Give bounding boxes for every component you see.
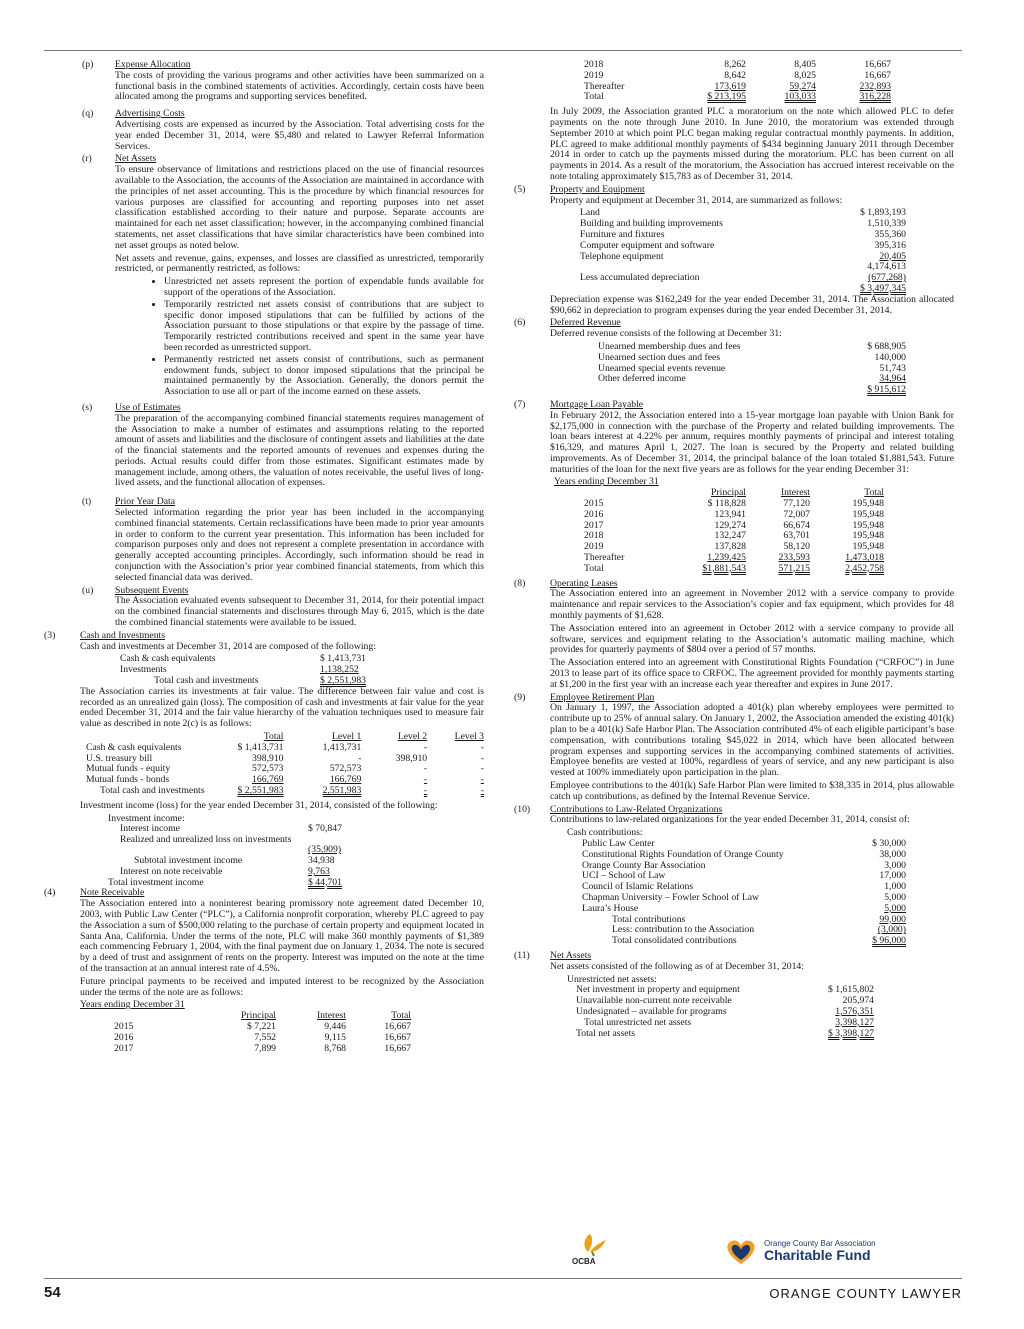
publication-name: ORANGE COUNTY LAWYER (769, 1286, 962, 1301)
section-p (44, 60, 484, 103)
row-label: Constitutional Rights Foundation of Orange County (582, 848, 784, 860)
row-value: 5,000 (884, 902, 906, 914)
row-value: 355,360 (874, 228, 906, 240)
row-label: Interest on note receivable (120, 865, 223, 877)
row-label: 2016 (114, 1031, 134, 1043)
row-value: 1,576,351 (835, 1005, 874, 1017)
row-label: Less: contribution to the Association (612, 924, 755, 936)
cell: - (423, 741, 428, 753)
fair-value-table (44, 732, 484, 797)
section-title: Note Receivable (80, 887, 145, 899)
section-body: Net assets and revenue, gains, expenses, and losses are classified as unrestricted, temporarily restricted, or permanently restricted, as follows: (115, 252, 484, 275)
row-value: 395,316 (874, 239, 906, 251)
section-title: Employee Retirement Plan (550, 691, 655, 703)
section-body: The Association entered into an agreement with Constitutional Rights Foundation (“CRFOC”) in June 2013 to lease part of its office space to CRFOC. The agreement provided for monthly payments starting at $1,200 in the first year with an increase each year thereafter and expires in June 2017. (550, 657, 954, 690)
section-body: Advertising costs are expensed as incurred by the Association. Total advertising costs for the year ended December 31, 2014, were $5,480 and related to Lawyer Referral Information Services. (115, 118, 484, 152)
ocba-logo-text: OCBA (572, 1257, 596, 1266)
section-title: Cash and Investments (80, 629, 166, 641)
row-label: 2017 (114, 1042, 134, 1054)
row-value: $ 915,612 (867, 384, 906, 396)
cell: $ 118,828 (707, 498, 746, 510)
row-label: 2018 (584, 530, 604, 542)
table-header (584, 488, 954, 499)
row-value: $ 44,701 (308, 876, 342, 888)
section-body: The Association entered into an agreement in October 2012 with a service company to provide all software, services and equipment relating to the Association’s automatic mailing machine, which provides for quarterly payments of $804 over a period of 57 months. (550, 622, 954, 656)
table-row (114, 1044, 484, 1055)
cell: 398,910 (395, 752, 428, 764)
row-value: 5,000 (884, 891, 906, 903)
list-item: • Permanently restricted net assets consist of contributions, such as permanent endowment funds, subject to donor imposed stipulations that the principal be maintained permanently by the Association. Generally, the donors permit the Association to use all or part of the income earned on these assets. (164, 355, 484, 398)
cell: 59,274 (789, 80, 816, 92)
section-body: The Association entered into an agreement in November 2012 with a service company to provide maintenance and repair services to the Association’s copier and fax equipment, which provides for 48 monthly payments of $1,628. (550, 588, 954, 622)
row-value: $ 3,398,127 (827, 1027, 874, 1039)
cell: - (480, 741, 484, 753)
section-marker: (9) (514, 691, 526, 703)
note-3 (44, 631, 484, 889)
left-column (44, 60, 484, 1054)
row-label: Net investment in property and equipment (576, 984, 740, 996)
col-header: Principal (241, 1010, 276, 1022)
table-row (584, 564, 954, 575)
row-value: 1,000 (884, 881, 906, 893)
note-6 (514, 318, 954, 396)
cell: - (480, 774, 484, 786)
investment-income-table (44, 814, 484, 889)
table-row (584, 521, 954, 532)
cell: 16,667 (384, 1031, 411, 1043)
bullet-list (44, 277, 484, 398)
row-value: 17,000 (879, 870, 906, 882)
cell: 9,115 (324, 1031, 346, 1043)
row-label: Investments (120, 664, 167, 676)
section-body: In July 2009, the Association granted PLC a moratorium on the note which allowed PLC to defer payments on the note through June 2010. In June 2010, the moratorium was extended through September 2010 at which point PLC began making regular contractual monthly payments. In addition, PLC agreed to make additional monthly payments of $434 beginning January 2011 through December 2014 in order to catch up the payments missed during the moratorium. PLC has been current on all payments in 2014. As a result of the moratorium, the Association has accrued interest receivable on the note totaling approximately $15,783 as of December 31, 2014. (550, 106, 954, 182)
row-label: Total cash and investments (100, 785, 205, 796)
cell: $ 7,221 (246, 1020, 276, 1032)
section-marker: (s) (82, 401, 93, 413)
cell: 1,413,731 (322, 741, 362, 753)
row-label: Total net assets (576, 1027, 636, 1039)
row-label: 2015 (114, 1020, 134, 1032)
note-payments-table-cont (514, 60, 954, 103)
cell: 16,667 (384, 1042, 411, 1054)
section-marker: (u) (82, 584, 94, 596)
row-label: Council of Islamic Relations (582, 881, 694, 893)
row-label: Telephone equipment (580, 250, 664, 262)
cell: 123,941 (714, 508, 746, 520)
row-label: Total investment income (108, 876, 204, 888)
cell: 571,215 (778, 562, 810, 574)
row-label: Subtotal investment income (134, 854, 243, 866)
section-title: Deferred Revenue (550, 317, 621, 329)
section-body: On January 1, 1997, the Association adopted a 401(k) plan whereby employees were permitted to contribute up to 25% of annual salary. On January 1, 2002, the Association amended the existing 401(k) plan to be a 401(k) Safe Harbor Plan. The Association contributed 4% of each eligible participant’s base compensation, with contributions totaling $45,022 in 2014, which have been allocated between program expenses and supporting services in the accompanying combined statements of activities. Employee benefits are vested at 100%, regardless of years of service, and any new participant is also vested at 100% immediately upon participation in the plan. (550, 702, 954, 779)
cell: $ 213,195 (707, 91, 746, 103)
row-value: 51,743 (879, 362, 906, 374)
cell: 195,948 (852, 498, 884, 510)
section-body: The Association carries its investments at fair value. The difference between fair value and cost is recorded as an unrealized gain (loss). The composition of cash and investments at fair value for the year ended December 31, 2014 and the fair value hierarchy of the valuation techniques used to measure fair value as described in note 2(c) is as follows: (80, 685, 484, 730)
row-value: 140,000 (874, 351, 906, 363)
table-row (584, 499, 954, 510)
section-body: Property and equipment at December 31, 2014, are summarized as follows: (550, 194, 843, 206)
right-column (514, 60, 954, 1039)
section-body: Investment income (loss) for the year ended December 31, 2014, consisted of the following: (80, 799, 438, 811)
row-label: Unearned special events revenue (598, 362, 726, 374)
cell: - (480, 785, 484, 796)
cell: 195,948 (852, 530, 884, 542)
cell: 103,033 (784, 91, 816, 103)
row-label: UCI – School of Law (582, 870, 666, 882)
cell: 16,667 (384, 1020, 411, 1032)
table-row (114, 1022, 484, 1033)
row-value: 3,398,127 (835, 1016, 874, 1028)
cell: $ 2,551,983 (237, 785, 284, 796)
cell: 63,701 (783, 530, 810, 542)
section-body: Employee contributions to the 401(k) Safe Harbor Plan were limited to $38,335 in 2014, plus allowable catch up contributions, as defined by the Internal Revenue Service. (550, 780, 954, 802)
section-marker: (6) (514, 317, 526, 329)
row-value: $ 1,413,731 (320, 653, 367, 665)
fund-logo-text: Charitable Fund (764, 1247, 871, 1263)
cell: $1,881,543 (702, 562, 746, 574)
row-label: Land (580, 207, 600, 219)
row-label: Total unrestricted net assets (584, 1016, 692, 1028)
row-value: 9,763 (308, 865, 330, 877)
row-label: Realized and unrealized loss on investments (120, 834, 292, 846)
row-value: 4,174,613 (867, 261, 906, 273)
section-marker: (4) (44, 887, 56, 899)
row-label: Unearned membership dues and fees (598, 340, 741, 352)
cell: 7,552 (254, 1031, 276, 1043)
col-header: Total (391, 1010, 411, 1022)
row-value: $ 2,551,983 (320, 675, 367, 687)
section-title: Contributions to Law-Related Organizations (550, 803, 723, 815)
row-label: Thereafter (584, 80, 625, 92)
cell: 8,405 (794, 59, 816, 70)
cell: 7,899 (254, 1042, 276, 1054)
cell: 8,768 (324, 1042, 346, 1054)
property-table (514, 208, 954, 294)
cell: 16,667 (864, 59, 891, 70)
row-label: Total contributions (612, 913, 686, 925)
row-value: (35,909) (308, 844, 342, 856)
row-label: Thereafter (584, 552, 625, 564)
cell: 166,769 (329, 774, 362, 786)
cell: 232,893 (859, 80, 891, 92)
note-8 (514, 579, 954, 691)
cell: 16,667 (864, 69, 891, 81)
row-value: 1,138,252 (320, 664, 359, 676)
cell: 58,120 (783, 541, 810, 553)
section-marker: (11) (514, 949, 530, 961)
row-label: Unearned section dues and fees (598, 351, 721, 363)
deferred-revenue-table (514, 342, 954, 396)
section-body: The costs of providing the various programs and other activities have been summarized on a functional basis in the combined statements of activities. Accordingly, certain costs have been allocated among the programs and supporting services benefited. (115, 69, 484, 103)
cell: 137,828 (714, 541, 746, 553)
cell: 398,910 (252, 752, 284, 764)
cell: - (423, 785, 428, 796)
row-value: $ 70,847 (308, 823, 342, 835)
row-label: Mutual funds - equity (86, 763, 171, 775)
table-row (584, 510, 954, 521)
section-title: Net Assets (115, 153, 157, 165)
table-row (86, 743, 484, 754)
table-row (584, 71, 954, 82)
row-value: 20,405 (879, 250, 906, 262)
section-marker: (r) (82, 153, 92, 165)
section-marker: (10) (514, 803, 531, 815)
page-number: 54 (44, 1284, 61, 1301)
cell: 132,247 (714, 530, 746, 542)
top-rule (44, 50, 962, 51)
section-title: Use of Estimates (115, 401, 181, 413)
row-value: 99,000 (879, 913, 906, 925)
row-label: Laura’s House (582, 902, 639, 914)
cell: 8,025 (794, 69, 816, 81)
row-value: $ 1,893,193 (859, 207, 906, 219)
cell: 8,262 (724, 59, 746, 70)
cell: 8,642 (724, 69, 746, 81)
list-item: • Temporarily restricted net assets consist of contributions that are subject to specific donor imposed stipulations that can be fulfilled by actions of the Association pursuant to those stipulations or that expire by the passage of time. Temporarily restricted contributions received and spent in the same year have been recorded as unrestricted support. (164, 300, 484, 354)
row-label: 2019 (584, 69, 604, 81)
section-body: Contributions to law-related organizations for the year ended December 31, 2014, consist of: (550, 814, 910, 826)
cell: - (480, 752, 484, 764)
years-header: Years ending December 31 (80, 999, 185, 1011)
section-title: Property and Equipment (550, 183, 645, 195)
row-value: $ 3,497,345 (859, 282, 906, 294)
row-label: Building and building improvements (580, 218, 723, 230)
row-value: (677,268) (868, 272, 906, 284)
cell: 233,593 (778, 552, 810, 564)
row-label: Less accumulated depreciation (580, 272, 700, 284)
cell: 2,452,758 (845, 562, 884, 574)
cell: 195,948 (852, 508, 884, 520)
row-label: 2017 (584, 519, 604, 531)
row-label: 2019 (584, 541, 604, 553)
row-label: 2015 (584, 498, 604, 510)
cell: 1,473,018 (845, 552, 884, 564)
cell: 9,446 (324, 1020, 346, 1032)
row-value: 1,510,339 (867, 218, 906, 230)
row-label: Total (584, 562, 604, 574)
row-label: Undesignated – available for programs (576, 1005, 727, 1017)
section-title: Advertising Costs (115, 108, 185, 120)
row-label: Chapman University – Fowler School of Law (582, 891, 760, 903)
row-label: Interest income (120, 823, 180, 835)
cell: 1,239,425 (707, 552, 746, 564)
cell: - (423, 774, 428, 786)
cell: 2,551,983 (322, 785, 362, 796)
section-marker: (8) (514, 577, 526, 589)
note-7 (514, 400, 954, 575)
row-value: 34,938 (308, 854, 335, 866)
note-payments-table (44, 1011, 484, 1054)
cell: $ 1,413,731 (237, 741, 284, 753)
section-marker: (3) (44, 629, 56, 641)
section-body: The preparation of the accompanying combined financial statements requires management of the Association to make a number of estimates and assumptions relating to the reported amount of assets and liabilities and the disclosure of contingent assets and liabilities at the date of the financial statements and the reported amounts of revenues and expenses during the periods. Actual results could differ from those estimates. Significant estimates made by management include, among others, the valuation of notes receivable, the useful lives of long-lived assets, and the functional allocation of expenses. (115, 412, 484, 489)
row-label: Orange County Bar Association (582, 859, 706, 871)
cell: 572,573 (252, 763, 284, 775)
row-label: Unavailable non-current note receivable (576, 995, 732, 1007)
col-header: Total (263, 731, 284, 743)
row-label: U.S. treasury bill (86, 752, 153, 764)
section-title: Prior Year Data (115, 496, 175, 508)
subheading: Cash contributions: (567, 827, 643, 839)
section-marker: (t) (82, 496, 92, 508)
row-value: 38,000 (879, 848, 906, 860)
cell: - (423, 763, 428, 775)
table-row (584, 542, 954, 553)
cash-summary-table (44, 654, 484, 686)
note-11 (514, 951, 954, 1039)
cell: 129,274 (714, 519, 746, 531)
cell: - (358, 752, 362, 764)
table-row (584, 92, 954, 103)
row-label: Other deferred income (598, 373, 686, 385)
section-marker: (7) (514, 398, 526, 410)
section-t (44, 497, 484, 583)
section-title: Expense Allocation (115, 59, 191, 70)
charitable-fund-logo (722, 1238, 882, 1266)
col-header: Interest (316, 1010, 346, 1022)
row-label: Cash & cash equivalents (86, 741, 182, 753)
section-body: Selected information regarding the prior year has been included in the accompanying combined financial statements. Certain reclassifications have been made to prior year amounts in order to conform to the current year presentation. This information has been included for comparison purposes only and does not represent a complete presentation in accordance with generally accepted accounting principles. Accordingly, such information should be read in conjunction with the Association’s prior year combined financial statements, from which this selected financial data was derived. (115, 507, 484, 583)
table-row (584, 531, 954, 542)
cell: 173,619 (714, 80, 746, 92)
row-label: 2018 (584, 59, 604, 70)
cell: 72,007 (783, 508, 810, 520)
row-value: $ 1,615,802 (827, 984, 874, 996)
table-header (114, 1011, 484, 1022)
cell: 316,228 (859, 91, 891, 103)
row-label: Total consolidated contributions (612, 935, 737, 947)
cell: 66,674 (783, 519, 810, 531)
section-marker: (5) (514, 183, 526, 195)
section-title: Net Assets (550, 949, 592, 961)
note-9 (514, 693, 954, 803)
row-label: Investment income: (108, 812, 185, 824)
cell: 572,573 (329, 763, 362, 775)
years-header: Years ending December 31 (554, 476, 659, 488)
row-value: 34,964 (879, 373, 906, 385)
row-label: Public Law Center (582, 837, 655, 849)
section-body: The Association entered into a noninterest bearing promissory note agreement dated December 10, 2003, with Public Law Center (“PLC”), a California nonprofit corporation, whereby PLC agreed to pay the Association a sum of $500,000 relating to the purchase of certain property and equipment located in Santa Ana, California. Under the terms of the note, PLC will make 360 monthly payments of $1,389 each commencing February 1, 2004, with the final payment due on January 1, 2034. The note is secured by a deed of trust and assignment of rents on the property. Interest was imputed on the note at the time of the transaction at an annual interest rate of 4.5%. (80, 898, 484, 974)
cell: - (480, 763, 484, 775)
cell: 77,120 (783, 498, 810, 510)
section-body: To ensure observance of limitations and restrictions placed on the use of financial resources available to the Association, the accounts of the Association are maintained in accordance with the principles of net asset accounting. This is the procedure by which financial resources for various purposes are classified for accounting and reporting purposes into net asset classification established according to their nature and purpose. Separate accounts are maintained for each net asset classification; however, in the accompanying combined financial statements, net asset classifications that have similar characteristics have been combined into net asset groups as noted below. (115, 164, 484, 251)
section-title: Mortgage Loan Payable (550, 398, 644, 410)
row-label: Cash & cash equivalents (120, 653, 216, 665)
table-row (584, 553, 954, 564)
col-header: Interest (780, 487, 810, 499)
section-marker: (p) (82, 59, 94, 70)
net-assets-table (514, 985, 954, 1039)
section-r (44, 154, 484, 398)
section-s (44, 403, 484, 489)
row-value: 205,974 (842, 995, 874, 1007)
table-row (584, 60, 954, 71)
section-u (44, 586, 484, 629)
fund-logo-small-text: Orange County Bar Association (764, 1239, 876, 1248)
section-body: The Association evaluated events subsequent to December 31, 2014, for their potential impact on the combined financial statements and disclosures through May 6, 2015, which is the date the combined financial statements were available to be issued. (115, 595, 484, 629)
section-body: Deferred revenue consists of the following at December 31: (550, 328, 782, 340)
section-body: In February 2012, the Association entered into a 15-year mortgage loan payable with Union Bank for $2,175,000 in connection with the purchase of the Property and related building improvements. The loan bears interest at 4.22% per annum, requires monthly payments of principal and interest totaling $16,329, and matures April 1, 2027. The loan is secured by the Property and related building improvements. As of December 31, 2014, the principal balance of the loan totaled $1,881,543. Future maturities of the loan for the next five years are as follows for the year ending December 31: (550, 409, 954, 475)
row-label: Total (584, 91, 604, 103)
section-body: Future principal payments to be received and imputed interest to be recognized by the Association under the terms of the note are as follows: (80, 975, 484, 998)
row-label (598, 385, 836, 396)
section-q (44, 109, 484, 152)
note-4 (44, 888, 484, 1054)
row-label: Mutual funds - bonds (86, 774, 170, 786)
row-value: $ 96,000 (872, 935, 906, 947)
note-10 (514, 805, 954, 947)
section-marker: (q) (82, 108, 94, 120)
col-header: Level 3 (454, 731, 484, 743)
row-value: (3,000) (877, 924, 906, 936)
subheading: Unrestricted net assets: (567, 973, 657, 985)
cell: 195,948 (852, 541, 884, 553)
row-value: 3,000 (884, 859, 906, 871)
row-label: 2016 (584, 508, 604, 520)
section-title: Operating Leases (550, 577, 618, 589)
cell: 166,769 (252, 774, 284, 786)
row-label: Computer equipment and software (580, 239, 715, 251)
row-value: $ 688,905 (867, 340, 906, 352)
ocba-logo (570, 1230, 610, 1266)
row-label: Furniture and fixtures (580, 228, 665, 240)
section-title: Subsequent Events (115, 584, 189, 596)
section-body: Net assets consisted of the following as of at December 31, 2014: (550, 960, 804, 972)
contributions-table (514, 839, 954, 947)
col-header: Level 2 (397, 731, 428, 743)
cell: 195,948 (852, 519, 884, 531)
table-row (584, 82, 954, 93)
table-row (86, 786, 484, 797)
col-header: Total (864, 487, 884, 499)
table-row (114, 1033, 484, 1044)
row-value: $ 30,000 (872, 837, 906, 849)
section-body: Depreciation expense was $162,249 for the year ended December 31, 2014. The Association allocated $90,662 in depreciation to program expenses during the year ended December 31, 2014. (550, 293, 954, 316)
mortgage-table (514, 488, 954, 574)
row-label: Total cash and investments (154, 675, 259, 687)
bottom-rule (44, 1278, 962, 1279)
note-5 (514, 185, 954, 317)
col-header: Principal (711, 487, 746, 499)
section-body: Cash and investments at December 31, 2014 are composed of the following: (80, 640, 376, 652)
col-header: Level 1 (331, 731, 362, 743)
list-item: • Unrestricted net assets represent the portion of expendable funds available for support of the operations of the Association. (164, 277, 484, 299)
